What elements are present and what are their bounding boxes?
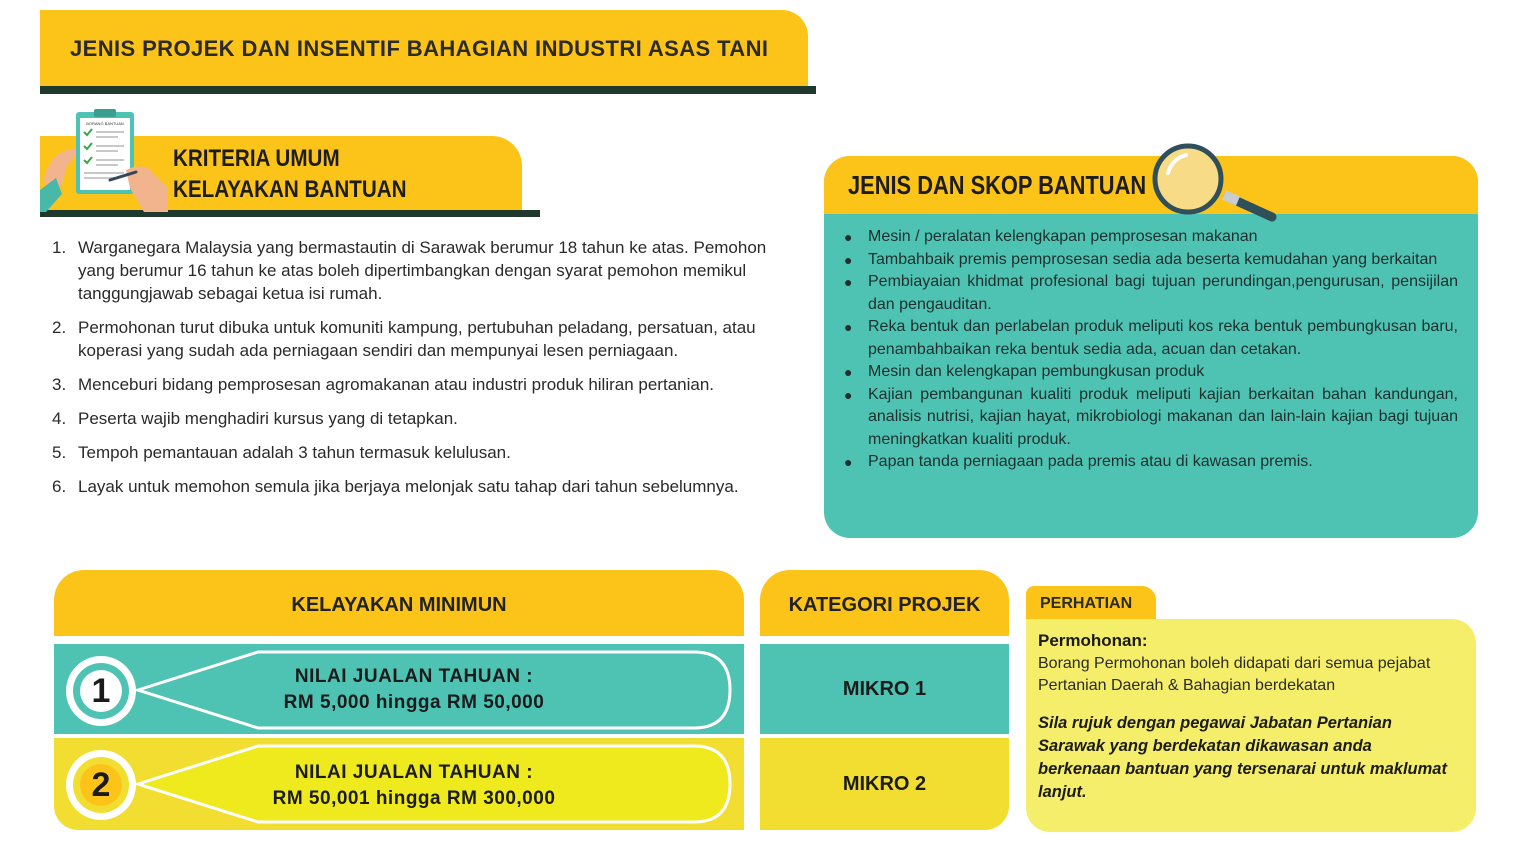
clipboard-hands-illustration [40, 108, 168, 212]
skop-text: Kajian pembangunan kualiti produk meliputi kajian berkaitan bahan kandungan, analisis nutrisi, kajian hayat, mikrobiologi makanan dan lain-lain kajian bagi tujuan meningkatkan kualiti produk. [868, 385, 1458, 448]
criteria-text: Warganegara Malaysia yang bermastautin di Sarawak berumur 18 tahun ke atas. Pemohon yang berumur 16 tahun ke atas boleh dipertimbangkan dengan syarat pemohon memikul tanggungjawab sebagai ketua isi rumah. [78, 238, 767, 303]
kelayakan-row [54, 738, 744, 830]
badge-number: 2 [80, 764, 122, 806]
bullet-icon: ● [844, 454, 853, 470]
number-badge [66, 750, 136, 820]
permohonan-body: Borang Permohonan boleh didapati dari semua pejabat Pertanian Daerah & Bahagian berdekatan [1038, 655, 1431, 694]
sales-range-label [204, 760, 624, 812]
permohonan-title: Permohonan: [1038, 631, 1148, 650]
clipboard-heading: BORANG BANTUAN [86, 121, 124, 126]
kategori-title: KATEGORI PROJEK [788, 594, 981, 616]
criteria-number: 1. [52, 238, 67, 257]
sales-range-label [204, 664, 624, 716]
criteria-item [52, 475, 792, 498]
bullet-icon: ● [844, 386, 853, 403]
kriteria-title-line1: KRITERIA UMUM [173, 145, 340, 172]
sales-label-line1: NILAI JUALAN TAHUAN : [294, 666, 534, 687]
kategori-mikro-1: MIKRO 1 [760, 644, 1009, 734]
skop-item [844, 451, 1458, 474]
skop-item [844, 384, 1458, 452]
criteria-text: Peserta wajib menghadiri kursus yang di tetapkan. [78, 409, 458, 428]
criteria-text: Permohonan turut dibuka untuk komuniti kampung, pertubuhan peladang, persatuan, atau koperasi yang sudah ada perniagaan sendiri dan mempunyai lesen perniagaan. [78, 318, 756, 360]
kategori-mikro-2: MIKRO 2 [760, 738, 1009, 830]
perhatian-note: Sila rujuk dengan pegawai Jabatan Pertanian Sarawak yang berdekatan dikawasan anda berkenaan bantuan yang tersenarai untuk maklumat lanjut. [1038, 714, 1447, 801]
skop-item [844, 271, 1458, 316]
skop-item [844, 226, 1458, 249]
skop-item [844, 249, 1458, 272]
bullet-icon: ● [844, 274, 853, 290]
bullet-icon: ● [844, 229, 853, 245]
sales-label-line1: NILAI JUALAN TAHUAN : [294, 762, 534, 783]
criteria-text: Menceburi bidang pemprosesan agromakanan atau industri produk hiliran pertanian. [78, 375, 715, 394]
bullet-icon: ● [844, 251, 853, 268]
criteria-number: 4. [52, 409, 67, 428]
kelayakan-title: KELAYAKAN MINIMUN [291, 594, 507, 616]
magnifier-icon [1146, 143, 1280, 227]
skop-text: Mesin / peralatan kelengkapan pemprosesan makanan [868, 228, 1258, 245]
criteria-number: 3. [52, 375, 67, 394]
bullet-icon: ● [844, 319, 853, 335]
perhatian-box [1026, 619, 1476, 832]
criteria-text: Tempoh pemantauan adalah 3 tahun termasuk kelulusan. [78, 443, 511, 462]
skop-text: Pembiayaian khidmat profesional bagi tujuan perundingan,pengurusan, pensijilan dan pengauditan. [868, 273, 1458, 313]
skop-text: Papan tanda perniagaan pada premis atau di kawasan premis. [868, 453, 1313, 470]
criteria-list [52, 236, 792, 509]
criteria-text: Layak untuk memohon semula jika berjaya melonjak satu tahap dari tahun sebelumnya. [78, 477, 739, 496]
sales-label-line2: RM 5,000 hingga RM 50,000 [283, 692, 545, 713]
kelayakan-row [54, 644, 744, 734]
criteria-item [52, 316, 792, 362]
skop-text: Tambahbaik premis pemprosesan sedia ada beserta kemudahan yang berkaitan [868, 250, 1438, 268]
title-underline [40, 86, 816, 94]
perhatian-label: PERHATIAN [1040, 595, 1133, 612]
skop-item [844, 361, 1458, 384]
skop-text: Reka bentuk dan perlabelan produk meliputi kos reka bentuk pembungkusan baru, penambahbaikan reka bentuk sedia ada, acuan dan cetakan. [868, 318, 1458, 358]
skop-list [844, 226, 1458, 474]
kriteria-title-line2: KELAYAKAN BANTUAN [173, 176, 407, 203]
kriteria-title [173, 143, 407, 205]
skop-item [844, 316, 1458, 361]
sales-label-line2: RM 50,001 hingga RM 300,000 [272, 788, 556, 809]
criteria-item [52, 236, 792, 305]
badge-number: 1 [80, 670, 122, 712]
criteria-number: 5. [52, 443, 67, 462]
bullet-icon: ● [844, 364, 853, 380]
page-title: JENIS PROJEK DAN INSENTIF BAHAGIAN INDUSTRI ASAS TANI [70, 36, 769, 61]
skop-text: Mesin dan kelengkapan pembungkusan produk [868, 363, 1205, 380]
perhatian-tab [1026, 586, 1156, 620]
criteria-item [52, 407, 792, 430]
criteria-item [52, 373, 792, 396]
criteria-number: 6. [52, 477, 67, 496]
number-badge [66, 656, 136, 726]
criteria-number: 2. [52, 318, 67, 337]
kelayakan-header [54, 570, 744, 636]
criteria-item [52, 441, 792, 464]
kategori-header [760, 570, 1009, 636]
skop-title: JENIS DAN SKOP BANTUAN [848, 170, 1147, 200]
